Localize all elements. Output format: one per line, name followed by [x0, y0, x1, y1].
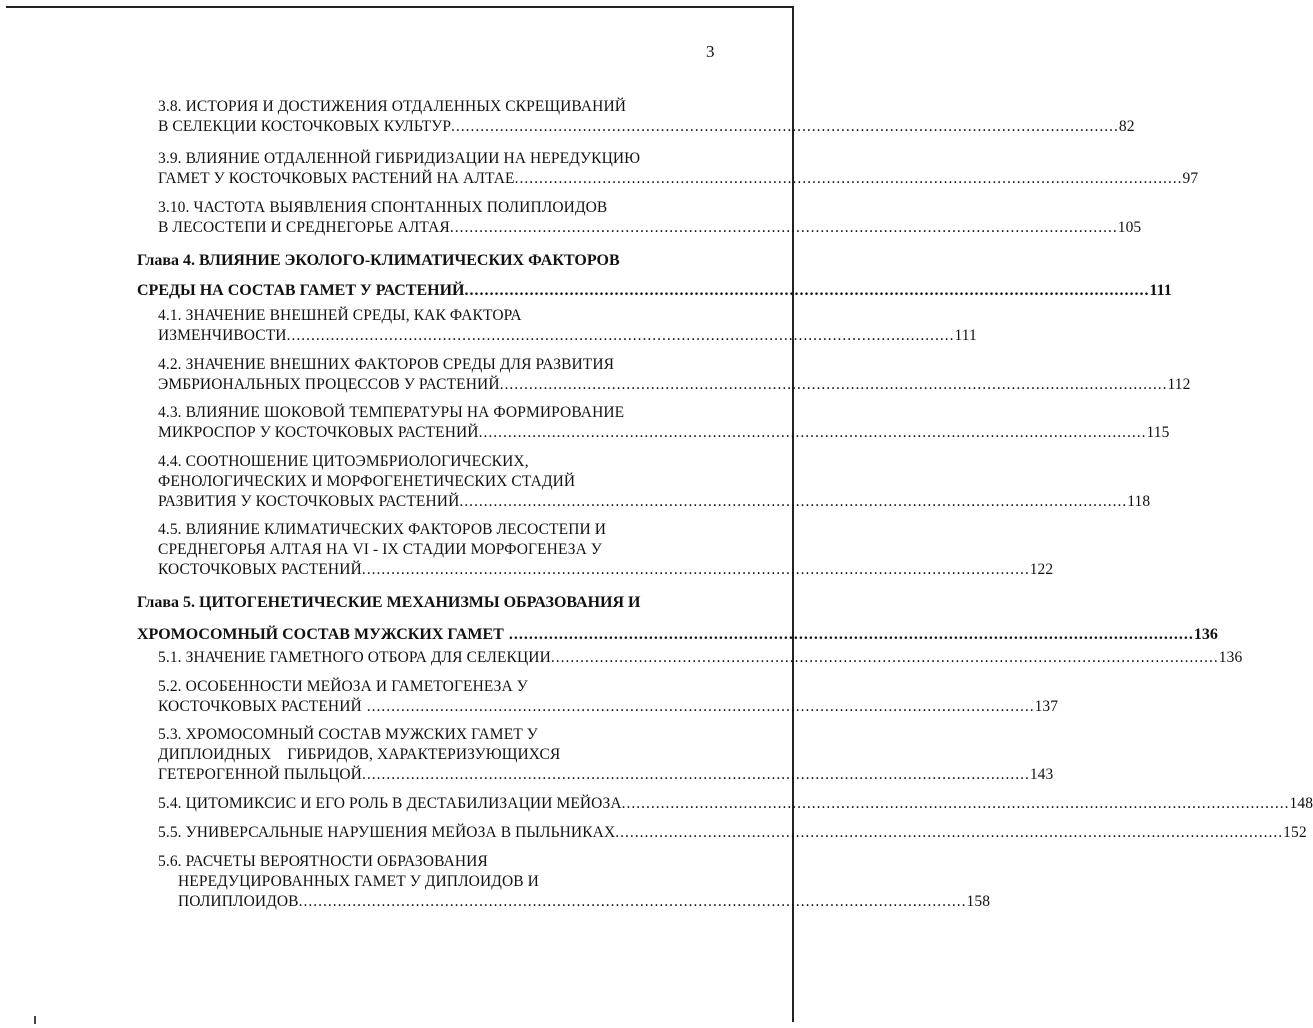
toc-chapter-text: ХРОМОСОМНЫЙ СОСТАВ МУЖСКИХ ГАМЕТ: [137, 626, 504, 643]
toc-entry-text: 5.1. ЗНАЧЕНИЕ ГАМЕТНОГО ОТБОРА ДЛЯ СЕЛЕКЦИИ: [158, 649, 551, 666]
toc-entry-5-6: 5.6. РАСЧЕТЫ ВЕРОЯТНОСТИ ОБРАЗОВАНИЯ НЕРЕДУЦИРОВАННЫХ ГАМЕТ У ДИПЛОИДОВ И ПОЛИПЛОИДОВ ......................................................................................................................................... 158: [158, 853, 991, 910]
toc-entry-text: 5.5. УНИВЕРСАЛЬНЫЕ НАРУШЕНИЯ МЕЙОЗА В ПЫЛЬНИКАХ: [158, 824, 616, 841]
toc-page-number: 82: [1118, 118, 1135, 135]
toc-entry-4-1: 4.1. ЗНАЧЕНИЕ ВНЕШНЕЙ СРЕДЫ, КАК ФАКТОРА ИЗМЕНЧИВОСТИ ......................................................................................................................................... 111: [158, 307, 977, 344]
toc-entry-text: КОСТОЧКОВЫХ РАСТЕНИЙ: [158, 698, 362, 715]
toc-page-number: 111: [1149, 282, 1172, 299]
toc-entry-5-3: 5.3. ХРОМОСОМНЫЙ СОСТАВ МУЖСКИХ ГАМЕТ У ДИПЛОИДНЫХ ГИБРИДОВ, ХАРАКТЕРИЗУЮЩИХСЯ ГЕТЕРОГЕННОЙ ПЫЛЬЦОЙ ......................................................................................................................................... 143: [158, 726, 1054, 783]
toc-entry-text: 3.10. ЧАСТОТА ВЫЯВЛЕНИЯ СПОНТАННЫХ ПОЛИПЛОИДОВ: [158, 199, 608, 216]
toc-entry-4-5: 4.5. ВЛИЯНИЕ КЛИМАТИЧЕСКИХ ФАКТОРОВ ЛЕСОСТЕПИ И СРЕДНЕГОРЬЯ АЛТАЯ НА VI - IX СТАДИИ МОРФОГЕНЕЗА У КОСТОЧКОВЫХ РАСТЕНИЙ ......................................................................................................................................... 122: [158, 521, 1054, 578]
toc-entry-text: 5.4. ЦИТОМИКСИС И ЕГО РОЛЬ В ДЕСТАБИЛИЗАЦИИ МЕЙОЗА: [158, 795, 622, 812]
toc-entry-4-2: 4.2. ЗНАЧЕНИЕ ВНЕШНИХ ФАКТОРОВ СРЕДЫ ДЛЯ РАЗВИТИЯ ЭМБРИОНАЛЬНЫХ ПРОЦЕССОВ У РАСТЕНИЙ ......................................................................................................................................... 112: [158, 356, 1191, 393]
toc-page-number: 148: [1289, 795, 1313, 812]
toc-entry-5-1: 5.1. ЗНАЧЕНИЕ ГАМЕТНОГО ОТБОРА ДЛЯ СЕЛЕКЦИИ ......................................................................................................................................... 136: [158, 649, 1243, 666]
toc-entry-4-3: 4.3. ВЛИЯНИЕ ШОКОВОЙ ТЕМПЕРАТУРЫ НА ФОРМИРОВАНИЕ МИКРОСПОР У КОСТОЧКОВЫХ РАСТЕНИЙ ......................................................................................................................................... 115: [158, 404, 1170, 441]
toc-page-number: 118: [1127, 493, 1151, 510]
toc-page-number: 115: [1146, 424, 1170, 441]
toc-page-number: 105: [1117, 219, 1142, 236]
toc-page-number: 152: [1283, 824, 1307, 841]
toc-entry-5-2: 5.2. ОСОБЕННОСТИ МЕЙОЗА И ГАМЕТОГЕНЕЗА У КОСТОЧКОВЫХ РАСТЕНИЙ ......................................................................................................................................... 137: [158, 678, 1059, 715]
toc-entry-3-8: 3.8. ИСТОРИЯ И ДОСТИЖЕНИЯ ОТДАЛЕННЫХ СКРЕЩИВАНИЙ В СЕЛЕКЦИИ КОСТОЧКОВЫХ КУЛЬТУР ......................................................................................................................................... 82: [158, 98, 1135, 135]
toc-entry-text: ПОЛИПЛОИДОВ: [178, 893, 299, 910]
toc-entry-text: НЕРЕДУЦИРОВАННЫХ ГАМЕТ У ДИПЛОИДОВ И: [178, 873, 539, 890]
toc-entry-5-5: 5.5. УНИВЕРСАЛЬНЫЕ НАРУШЕНИЯ МЕЙОЗА В ПЫЛЬНИКАХ ......................................................................................................................................... 152: [158, 824, 1307, 841]
toc-entry-text: 4.1. ЗНАЧЕНИЕ ВНЕШНЕЙ СРЕДЫ, КАК ФАКТОРА: [158, 307, 522, 324]
scan-border-right: [792, 6, 794, 1022]
scan-mark: [34, 1016, 36, 1024]
toc-entry-text: ФЕНОЛОГИЧЕСКИХ И МОРФОГЕНЕТИЧЕСКИХ СТАДИЙ: [158, 473, 576, 490]
toc-chapter-text: СРЕДЫ НА СОСТАВ ГАМЕТ У РАСТЕНИЙ: [137, 282, 465, 299]
toc-entry-text: РАЗВИТИЯ У КОСТОЧКОВЫХ РАСТЕНИЙ: [158, 493, 460, 510]
toc-page-number: 97: [1182, 170, 1199, 187]
toc-entry-text: 5.2. ОСОБЕННОСТИ МЕЙОЗА И ГАМЕТОГЕНЕЗА У: [158, 678, 528, 695]
toc-entry-text: ГЕТЕРОГЕННОЙ ПЫЛЬЦОЙ: [158, 766, 362, 783]
toc-entry-text: 3.8. ИСТОРИЯ И ДОСТИЖЕНИЯ ОТДАЛЕННЫХ СКРЕЩИВАНИЙ: [158, 98, 627, 115]
toc-entry-text: ИЗМЕНЧИВОСТИ: [158, 327, 287, 344]
toc-entry-text: 3.9. ВЛИЯНИЕ ОТДАЛЕННОЙ ГИБРИДИЗАЦИИ НА НЕРЕДУКЦИЮ: [158, 150, 641, 167]
toc-entry-text: МИКРОСПОР У КОСТОЧКОВЫХ РАСТЕНИЙ: [158, 424, 479, 441]
toc-page-number: 143: [1029, 766, 1054, 783]
toc-entry-text: В СЕЛЕКЦИИ КОСТОЧКОВЫХ КУЛЬТУР: [158, 118, 452, 135]
toc-entry-text: ЭМБРИОНАЛЬНЫХ ПРОЦЕССОВ У РАСТЕНИЙ: [158, 376, 500, 393]
toc-page-number: 136: [1193, 626, 1218, 643]
toc-entry-text: ДИПЛОИДНЫХ ГИБРИДОВ, ХАРАКТЕРИЗУЮЩИХСЯ: [158, 746, 561, 763]
toc-entry-text: 5.3. ХРОМОСОМНЫЙ СОСТАВ МУЖСКИХ ГАМЕТ У: [158, 726, 538, 743]
toc-chapter-text: Глава 4. ВЛИЯНИЕ ЭКОЛОГО-КЛИМАТИЧЕСКИХ ФАКТОРОВ: [137, 252, 620, 269]
toc-entry-text: ГАМЕТ У КОСТОЧКОВЫХ РАСТЕНИЙ НА АЛТАЕ: [158, 170, 515, 187]
toc-entry-4-4: 4.4. СООТНОШЕНИЕ ЦИТОЭМБРИОЛОГИЧЕСКИХ, ФЕНОЛОГИЧЕСКИХ И МОРФОГЕНЕТИЧЕСКИХ СТАДИЙ РАЗВИТИЯ У КОСТОЧКОВЫХ РАСТЕНИЙ ......................................................................................................................................... 118: [158, 453, 1151, 510]
toc-entry-text: 4.5. ВЛИЯНИЕ КЛИМАТИЧЕСКИХ ФАКТОРОВ ЛЕСОСТЕПИ И: [158, 521, 607, 538]
toc-entry-text: СРЕДНЕГОРЬЯ АЛТАЯ НА VI - IX СТАДИИ МОРФОГЕНЕЗА У: [158, 541, 602, 558]
toc-entry-5-4: 5.4. ЦИТОМИКСИС И ЕГО РОЛЬ В ДЕСТАБИЛИЗАЦИИ МЕЙОЗА ......................................................................................................................................... 148: [158, 795, 1313, 812]
toc-entry-text: КОСТОЧКОВЫХ РАСТЕНИЙ: [158, 561, 362, 578]
toc-page-number: 112: [1167, 376, 1191, 393]
toc-page-number: 137: [1034, 698, 1059, 715]
toc-entry-3-9: 3.9. ВЛИЯНИЕ ОТДАЛЕННОЙ ГИБРИДИЗАЦИИ НА НЕРЕДУКЦИЮ ГАМЕТ У КОСТОЧКОВЫХ РАСТЕНИЙ НА АЛТАЕ ......................................................................................................................................... 97: [158, 150, 1199, 187]
page-number: 3: [706, 42, 715, 61]
toc-chapter-4: Глава 4. ВЛИЯНИЕ ЭКОЛОГО-КЛИМАТИЧЕСКИХ ФАКТОРОВ СРЕДЫ НА СОСТАВ ГАМЕТ У РАСТЕНИЙ.........................................................................................................................................111: [137, 246, 714, 306]
toc-chapter-text: Глава 5. ЦИТОГЕНЕТИЧЕСКИЕ МЕХАНИЗМЫ ОБРАЗОВАНИЯ И: [137, 594, 641, 611]
toc-entry-text: 4.2. ЗНАЧЕНИЕ ВНЕШНИХ ФАКТОРОВ СРЕДЫ ДЛЯ РАЗВИТИЯ: [158, 356, 615, 373]
toc-entry-text: 5.6. РАСЧЕТЫ ВЕРОЯТНОСТИ ОБРАЗОВАНИЯ: [158, 853, 488, 870]
toc-entry-3-10: 3.10. ЧАСТОТА ВЫЯВЛЕНИЯ СПОНТАННЫХ ПОЛИПЛОИДОВ В ЛЕСОСТЕПИ И СРЕДНЕГОРЬЕ АЛТАЯ ......................................................................................................................................... 105: [158, 199, 1142, 236]
toc-page-number: 158: [966, 893, 991, 910]
toc-entry-text: 4.3. ВЛИЯНИЕ ШОКОВОЙ ТЕМПЕРАТУРЫ НА ФОРМИРОВАНИЕ: [158, 404, 625, 421]
toc-entry-text: В ЛЕСОСТЕПИ И СРЕДНЕГОРЬЕ АЛТАЯ: [158, 219, 450, 236]
toc-page-number: 122: [1029, 561, 1054, 578]
toc-page-number: 136: [1218, 649, 1243, 666]
toc-page-number: 111: [954, 327, 977, 344]
toc-entry-text: 4.4. СООТНОШЕНИЕ ЦИТОЭМБРИОЛОГИЧЕСКИХ,: [158, 453, 529, 470]
toc-chapter-5: Глава 5. ЦИТОГЕНЕТИЧЕСКИЕ МЕХАНИЗМЫ ОБРАЗОВАНИЯ И ХРОМОСОМНЫЙ СОСТАВ МУЖСКИХ ГАМЕТ .........................................................................................................................................136: [137, 587, 714, 651]
scan-border-top: [6, 6, 792, 8]
